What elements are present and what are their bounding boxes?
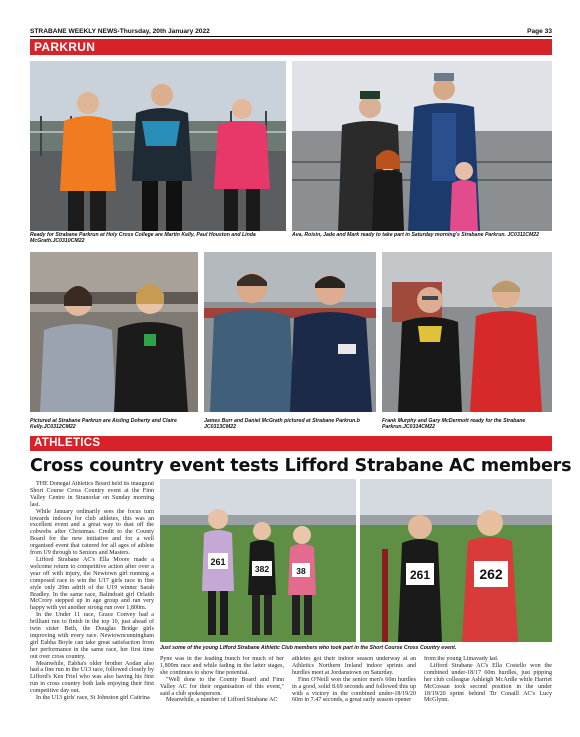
section-title-athletics: ATHLETICS bbox=[34, 437, 101, 449]
bib-number: 261 bbox=[210, 557, 226, 567]
article-headline: Cross country event tests Lifford Strabane AC members bbox=[30, 456, 572, 476]
caption-photo-5: Frank Murphy and Gary McDermott ready for the Strabane Parkrun.JC0314CM22 bbox=[382, 418, 526, 431]
article-paragraph: athletes got their indoor season underway at an Athletics Northern Ireland indoor sprints and hurdles meet at Jordanstown on Saturday. bbox=[292, 656, 416, 676]
article-paragraph: In the U13 girls' race, St Johnston girl Caitrina bbox=[36, 695, 150, 702]
photo-parkrun-group-3 bbox=[30, 252, 198, 412]
bib-number: 38 bbox=[296, 566, 306, 576]
article-paragraph: In the Under 11 race, Grace Convey had a brilliant run to finish in the top 10, just ahead of twin sister Beth, the Douglas Bridge girls improving with every race. Newtowncunningham girl Eabha Boyle can take great satisfaction from her performance in the same race, her first time out over cross country. bbox=[30, 612, 154, 660]
article-paragraph: from the young Limavady lad. bbox=[424, 656, 499, 662]
article-paragraph: While January ordinarily sees the focus turn towards indoors for club athletes, this was an excellent event and a great way to dust off the cobwebs after Christmas. Credit to the County Board for the new initiative and for a well organised event that catered for all ages of athlete from U9 through to Seniors and Masters. bbox=[30, 508, 154, 557]
article-paragraph: Lifford Strabane AC's Ella Costello won the combined under-18/17 60m hurdles, just pipping her club colleague Ashleigh McArdle while Harriet McCossan took second position in the under 18/19/20 sprint behind Tir Conaill AC's Lucy McGlynn. bbox=[424, 662, 552, 704]
caption-photo-6: Just some of the young Lifford Strabane Athletic Club members who took part in the Short Course Cross Country event. bbox=[160, 645, 457, 651]
header-rule bbox=[30, 36, 552, 37]
page-number: Page 33 bbox=[527, 28, 552, 35]
article-paragraph: Pyne was in the leading bunch for much of her 1,800m race and while fading in the latter stages, she continues to show fine potential. bbox=[160, 656, 284, 676]
article-paragraph: Finn O'Neill won the senior men's 60m hurdles in a good, solid 8.69 seconds and followed this up with a victory in the combined under-18/19/20 60m in 7.47 seconds, a great early season opener bbox=[292, 676, 416, 704]
bib-number: 262 bbox=[479, 566, 503, 582]
bib-number: 382 bbox=[254, 564, 270, 574]
article-paragraph: Meanwhile, a number of Lifford Strabane AC bbox=[166, 697, 278, 704]
photo-parkrun-group-4 bbox=[204, 252, 376, 412]
section-bar-parkrun bbox=[30, 39, 552, 55]
section-bar-athletics bbox=[30, 436, 552, 451]
section-title-parkrun: PARKRUN bbox=[34, 40, 96, 54]
caption-photo-2: Ava, Roisin, Jade and Mark ready to take part in Saturday morning's Strabane Parkrun. JC0311CM22 bbox=[292, 232, 540, 238]
photo-athletics-juniors bbox=[160, 479, 552, 642]
photo-parkrun-group-1 bbox=[30, 61, 286, 231]
article-paragraph: Meanwhile, Eabha's older brother Aodan also had a fine run in the U13 race, followed closely by Lifford's Ken Friel who was also having his first run in cross country both lads enjoying their first competitive day out. bbox=[30, 660, 154, 695]
article-column-2 bbox=[160, 656, 284, 726]
photo-parkrun-group-2 bbox=[292, 61, 552, 231]
page-header bbox=[30, 27, 552, 36]
article-paragraph: Lifford Strabane AC's Ella Moore made a welcome return to competitive action after over a year off with injury, the Newtown girl running a composed race to win the U17 girls race in fine style only 20m adrift of the U19 winner Sarah Bradley. In the same race, Balindrait girl Orlaith McCrory stepped up in age group and ran very happy with yet another strong run over 1,800m. bbox=[30, 556, 154, 612]
photo-parkrun-group-5 bbox=[382, 252, 552, 412]
caption-photo-1: Ready for Strabane Parkrun at Holy Cross College are Martin Kelly, Paul Houston and Linda McGrath.JC0310CM22 bbox=[30, 232, 256, 245]
article-paragraph: "Well done to the County Board and Finn Valley AC for their organisation of this event," said a club spokesperson. bbox=[160, 676, 284, 697]
article-paragraph: THE Donegal Athletics Board held its inaugural Short Course Cross Country event at the Finn Valley Centre in Stranorlar on Sunday morning last. bbox=[30, 481, 154, 508]
caption-photo-3: Pictured at Strabane Parkrun are Aisling Doherty and Claire Kelly.JC0312CM22 bbox=[30, 418, 177, 431]
bib-number: 261 bbox=[409, 568, 431, 582]
article-column-4 bbox=[424, 656, 552, 726]
caption-photo-4: James Burr and Daniel McGrath pictured at Strabane Parkrun.b JC0313CM22 bbox=[204, 418, 360, 431]
newspaper-dateline: STRABANE WEEKLY NEWS-Thursday, 20th January 2022 bbox=[30, 28, 210, 35]
article-column-3 bbox=[292, 656, 416, 726]
article-column-1 bbox=[30, 481, 154, 723]
